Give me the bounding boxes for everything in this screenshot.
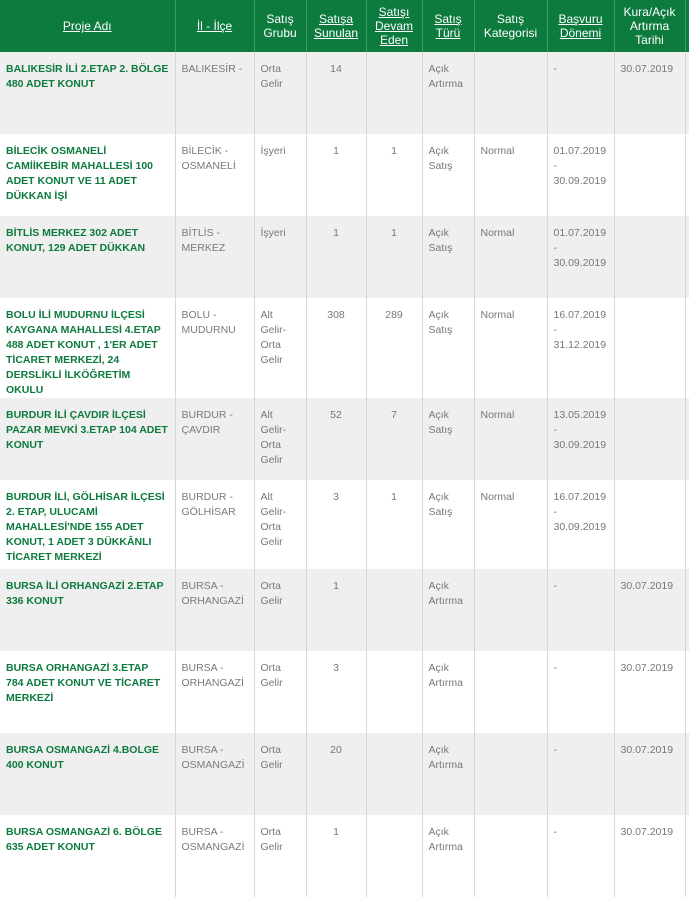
remaining-count-cell: [366, 733, 422, 815]
sales-group-cell-text: Orta Gelir: [260, 63, 283, 90]
header-proje-adi[interactable]: [0, 0, 175, 52]
table-row: [0, 52, 689, 134]
sale-category-cell: [474, 134, 547, 216]
application-period-cell: [547, 733, 614, 815]
project-name-link[interactable]: BİLECİK OSMANELİ CAMİİKEBİR MAHALLESİ 100 ADET KONUT VE 11 ADET DÜKKAN İŞİ: [6, 145, 154, 202]
project-name-cell: [0, 651, 175, 733]
application-period-cell: [547, 398, 614, 480]
offered-count-cell: [306, 569, 366, 651]
sale-category-cell: [474, 216, 547, 298]
application-period-cell-text: 13.05.2019 - 30.09.2019: [553, 409, 607, 451]
offered-count-cell: [306, 815, 366, 897]
sale-category-cell: [474, 480, 547, 569]
header-satisa-sunulan[interactable]: [306, 0, 366, 52]
project-name-link[interactable]: BALIKESİR İLİ 2.ETAP 2. BÖLGE 480 ADET KONUT: [6, 63, 169, 90]
sales-group-cell: [254, 398, 306, 480]
application-period-cell: [547, 815, 614, 897]
application-period-cell: [547, 52, 614, 134]
auction-date-cell: [614, 480, 685, 569]
table-row: [0, 651, 689, 733]
remaining-count-cell-text: 289: [385, 309, 403, 321]
remaining-count-cell: [366, 398, 422, 480]
header-extra-column: [685, 0, 689, 52]
sale-category-cell-text: Normal: [480, 491, 515, 503]
auction-date-cell: [614, 134, 685, 216]
sale-type-cell-text: Açık Satış: [428, 409, 453, 436]
sale-type-cell: [422, 480, 474, 569]
location-cell-text: BURSA - OSMANGAZİ: [181, 744, 245, 771]
sales-group-cell-text: Orta Gelir: [260, 826, 283, 853]
sales-group-cell-text: Alt Gelir-Orta Gelir: [260, 409, 287, 466]
auction-date-cell: [614, 398, 685, 480]
offered-count-cell-text: 3: [333, 662, 339, 674]
table-row: [0, 134, 689, 216]
sale-type-cell-text: Açık Satış: [428, 227, 453, 254]
sale-category-cell: [474, 733, 547, 815]
application-period-cell: [547, 569, 614, 651]
sale-category-cell-text: Normal: [480, 227, 515, 239]
application-period-cell-text: -: [553, 662, 557, 674]
sales-group-cell-text: İşyeri: [260, 227, 286, 239]
header-satis-grubu: [254, 0, 306, 52]
sale-type-cell: [422, 651, 474, 733]
sale-type-cell-text: Açık Satış: [428, 491, 453, 518]
sale-type-cell-text: Açık Artırma: [428, 826, 463, 853]
remaining-count-cell: [366, 216, 422, 298]
project-name-link[interactable]: BURDUR İLİ ÇAVDIR İLÇESİ PAZAR MEVKİ 3.ETAP 104 ADET KONUT: [6, 409, 168, 451]
sale-category-cell-text: Normal: [480, 309, 515, 321]
extra-cell: [685, 733, 689, 815]
project-name-cell: [0, 815, 175, 897]
project-name-cell: [0, 52, 175, 134]
location-cell: [175, 216, 254, 298]
extra-cell: [685, 134, 689, 216]
sales-group-cell-text: Orta Gelir: [260, 744, 283, 771]
auction-date-cell: [614, 216, 685, 298]
offered-count-cell: [306, 480, 366, 569]
table-row: [0, 569, 689, 651]
extra-cell: [685, 398, 689, 480]
remaining-count-cell: [366, 651, 422, 733]
header-kura-tarihi: [614, 0, 685, 52]
sales-group-cell-text: Alt Gelir-Orta Gelir: [260, 309, 287, 366]
sales-group-cell: [254, 480, 306, 569]
sale-type-cell: [422, 733, 474, 815]
sales-group-cell: [254, 298, 306, 398]
header-satis-kategorisi: [474, 0, 547, 52]
remaining-count-cell: [366, 52, 422, 134]
sales-group-cell: [254, 52, 306, 134]
remaining-count-cell-text: 1: [391, 491, 397, 503]
location-cell-text: BURDUR - ÇAVDIR: [181, 409, 233, 436]
sale-type-cell: [422, 298, 474, 398]
offered-count-cell-text: 308: [327, 309, 345, 321]
sale-category-cell-text: Normal: [480, 409, 515, 421]
header-satisi-devam-eden[interactable]: [366, 0, 422, 52]
location-cell-text: BOLU - MUDURNU: [181, 309, 236, 336]
application-period-cell-text: -: [553, 580, 557, 592]
extra-cell: [685, 569, 689, 651]
sales-group-cell-text: İşyeri: [260, 145, 286, 157]
sales-group-cell: [254, 569, 306, 651]
header-kura-tarihi-label: Kura/Açık Artırma Tarihi: [623, 5, 676, 47]
application-period-cell: [547, 298, 614, 398]
auction-date-cell: [614, 52, 685, 134]
application-period-cell-text: -: [553, 63, 557, 75]
header-satis-turu-label[interactable]: Satış Türü: [434, 12, 462, 40]
project-name-link[interactable]: BURSA OSMANGAZİ 4.BOLGE 400 KONUT: [6, 744, 160, 771]
header-satisa-sunulan-label[interactable]: Satışa Sunulan: [313, 12, 359, 40]
remaining-count-cell: [366, 815, 422, 897]
offered-count-cell: [306, 398, 366, 480]
project-name-cell: [0, 134, 175, 216]
sales-group-cell-text: Orta Gelir: [260, 580, 283, 607]
header-proje-adi-label[interactable]: Proje Adı: [62, 19, 112, 33]
sale-category-cell-text: Normal: [480, 145, 515, 157]
location-cell-text: BURDUR - GÖLHİSAR: [181, 491, 236, 518]
sale-category-cell: [474, 398, 547, 480]
offered-count-cell-text: 1: [333, 227, 339, 239]
auction-date-cell-text: 30.07.2019: [620, 744, 674, 756]
header-satisi-devam-eden-label[interactable]: Satışı Devam Eden: [374, 5, 413, 47]
auction-date-cell: [614, 651, 685, 733]
project-name-cell: [0, 733, 175, 815]
sale-type-cell-text: Açık Artırma: [428, 744, 463, 771]
sale-category-cell: [474, 651, 547, 733]
application-period-cell: [547, 651, 614, 733]
sale-type-cell-text: Açık Satış: [428, 145, 453, 172]
table-row: [0, 398, 689, 480]
application-period-cell-text: -: [553, 826, 557, 838]
location-cell-text: BURSA - ORHANGAZİ: [181, 580, 244, 607]
application-period-cell-text: 16.07.2019 - 31.12.2019: [553, 309, 607, 351]
project-name-link[interactable]: BURSA ORHANGAZİ 3.ETAP 784 ADET KONUT VE TİCARET MERKEZİ: [6, 662, 161, 704]
project-name-link[interactable]: BİTLİS MERKEZ 302 ADET KONUT, 129 ADET DÜKKAN: [6, 227, 146, 254]
application-period-cell: [547, 134, 614, 216]
table-body: [0, 52, 689, 897]
table-row: [0, 216, 689, 298]
table-row: [0, 298, 689, 398]
sale-type-cell-text: Açık Artırma: [428, 63, 463, 90]
remaining-count-cell: [366, 480, 422, 569]
sale-category-cell: [474, 815, 547, 897]
extra-cell: [685, 480, 689, 569]
offered-count-cell-text: 52: [330, 409, 342, 421]
sales-group-cell: [254, 733, 306, 815]
remaining-count-cell: [366, 134, 422, 216]
sale-type-cell: [422, 134, 474, 216]
offered-count-cell: [306, 52, 366, 134]
offered-count-cell-text: 1: [333, 580, 339, 592]
extra-cell: [685, 216, 689, 298]
offered-count-cell: [306, 216, 366, 298]
table-row: [0, 733, 689, 815]
sale-type-cell: [422, 52, 474, 134]
sale-type-cell: [422, 815, 474, 897]
sales-group-cell: [254, 815, 306, 897]
project-name-cell: [0, 398, 175, 480]
offered-count-cell-text: 3: [333, 491, 339, 503]
location-cell: [175, 298, 254, 398]
sale-category-cell: [474, 52, 547, 134]
sale-type-cell-text: Açık Artırma: [428, 580, 463, 607]
location-cell: [175, 398, 254, 480]
sale-type-cell: [422, 398, 474, 480]
sale-type-cell-text: Açık Satış: [428, 309, 453, 336]
location-cell-text: BURSA - ORHANGAZİ: [181, 662, 244, 689]
extra-cell: [685, 298, 689, 398]
offered-count-cell: [306, 134, 366, 216]
project-name-cell: [0, 569, 175, 651]
auction-date-cell-text: 30.07.2019: [620, 63, 674, 75]
remaining-count-cell-text: 7: [391, 409, 397, 421]
sale-type-cell-text: Açık Artırma: [428, 662, 463, 689]
location-cell: [175, 733, 254, 815]
auction-date-cell-text: 30.07.2019: [620, 662, 674, 674]
offered-count-cell-text: 20: [330, 744, 342, 756]
header-basvuru-donemi-label[interactable]: Başvuru Dönemi: [558, 12, 603, 40]
sales-group-cell: [254, 216, 306, 298]
auction-date-cell-text: 30.07.2019: [620, 826, 674, 838]
location-cell: [175, 815, 254, 897]
application-period-cell-text: 01.07.2019 - 30.09.2019: [553, 145, 607, 187]
header-satis-turu[interactable]: [422, 0, 474, 52]
header-basvuru-donemi[interactable]: [547, 0, 614, 52]
location-cell: [175, 52, 254, 134]
header-il-ilce[interactable]: [175, 0, 254, 52]
offered-count-cell-text: 14: [330, 63, 342, 75]
extra-cell: [685, 651, 689, 733]
offered-count-cell: [306, 651, 366, 733]
project-name-cell: [0, 480, 175, 569]
auction-date-cell: [614, 733, 685, 815]
location-cell: [175, 480, 254, 569]
application-period-cell: [547, 216, 614, 298]
offered-count-cell: [306, 733, 366, 815]
location-cell-text: BALIKESİR -: [181, 63, 243, 75]
application-period-cell-text: -: [553, 744, 557, 756]
location-cell-text: BİTLİS - MERKEZ: [181, 227, 226, 254]
location-cell: [175, 134, 254, 216]
table-row: [0, 815, 689, 897]
remaining-count-cell-text: 1: [391, 227, 397, 239]
table-row: [0, 480, 689, 569]
project-name-cell: [0, 298, 175, 398]
sale-type-cell: [422, 569, 474, 651]
location-cell: [175, 569, 254, 651]
project-name-link[interactable]: BURDUR İLİ, GÖLHİSAR İLÇESİ 2. ETAP, ULUCAMİ MAHALLESİ'NDE 155 ADET KONUT, 1 ADET 3 DÜKKÂNLI TİCARET MERKEZİ: [6, 491, 165, 563]
extra-cell: [685, 815, 689, 897]
project-name-cell: [0, 216, 175, 298]
sales-group-cell: [254, 651, 306, 733]
header-il-ilce-label[interactable]: İl - İlçe: [196, 19, 233, 33]
remaining-count-cell: [366, 569, 422, 651]
sales-group-cell-text: Orta Gelir: [260, 662, 283, 689]
project-name-link[interactable]: BURSA OSMANGAZİ 6. BÖLGE 635 ADET KONUT: [6, 826, 162, 853]
sale-category-cell: [474, 298, 547, 398]
auction-date-cell-text: 30.07.2019: [620, 580, 674, 592]
sales-group-cell: [254, 134, 306, 216]
sales-group-cell-text: Alt Gelir-Orta Gelir: [260, 491, 287, 548]
application-period-cell-text: 01.07.2019 - 30.09.2019: [553, 227, 607, 269]
offered-count-cell-text: 1: [333, 145, 339, 157]
location-cell: [175, 651, 254, 733]
location-cell-text: BİLECİK - OSMANELİ: [181, 145, 236, 172]
location-cell-text: BURSA - OSMANGAZİ: [181, 826, 245, 853]
remaining-count-cell: [366, 298, 422, 398]
application-period-cell: [547, 480, 614, 569]
auction-date-cell: [614, 569, 685, 651]
header-satis-kategorisi-label: Satış Kategorisi: [483, 12, 538, 40]
auction-date-cell: [614, 815, 685, 897]
auction-date-cell: [614, 298, 685, 398]
sale-category-cell: [474, 569, 547, 651]
offered-count-cell: [306, 298, 366, 398]
sale-type-cell: [422, 216, 474, 298]
project-name-link[interactable]: BOLU İLİ MUDURNU İLÇESİ KAYGANA MAHALLESİ 4.ETAP 488 ADET KONUT , 1'ER ADET TİCARET MERKEZİ, 24 DERSLİKLİ İLKÖĞRETİM OKULU: [6, 309, 161, 396]
offered-count-cell-text: 1: [333, 826, 339, 838]
extra-cell: [685, 52, 689, 134]
remaining-count-cell-text: 1: [391, 145, 397, 157]
header-row: [0, 0, 689, 52]
application-period-cell-text: 16.07.2019 - 30.09.2019: [553, 491, 607, 533]
header-satis-grubu-label: Satış Grubu: [263, 12, 297, 40]
project-name-link[interactable]: BURSA İLİ ORHANGAZİ 2.ETAP 336 KONUT: [6, 580, 164, 607]
